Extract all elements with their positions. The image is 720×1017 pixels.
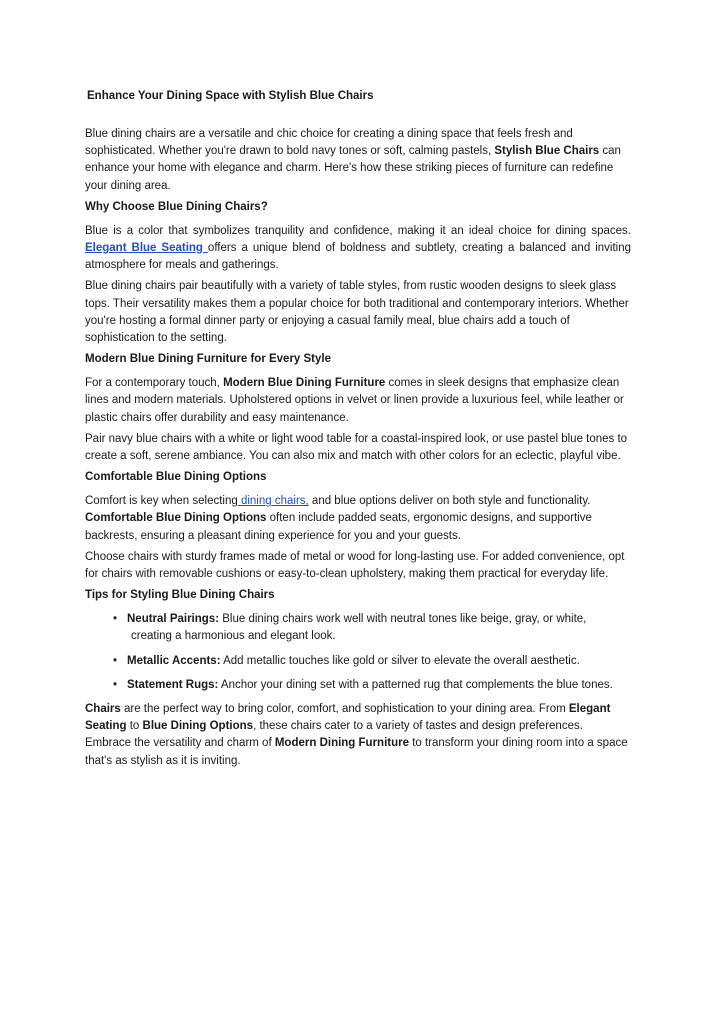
- document-title: Enhance Your Dining Space with Stylish Blue Chairs: [87, 90, 374, 102]
- bullet-icon: •: [113, 654, 118, 667]
- comfort-paragraph-1: Comfort is key when selecting dining chairs, and blue options deliver on both style and functionality. Comfortable Blue Dining Options often include padded seats, ergonomic designs, and supportive backrests, ensuring a pleasant dining experience for you and your guests.: [85, 495, 592, 542]
- comfort-heading: Comfortable Blue Dining Options: [85, 471, 267, 484]
- intro-paragraph: Blue dining chairs are a versatile and chic choice for creating a dining space that feels fresh and sophisticated. Whether you're drawn to bold navy tones or soft, calming pastels, Stylish Blue Chairs can enhance your home with elegance and charm. Here's how these striking pieces of furniture can redefine your dining area.: [85, 128, 621, 192]
- tips-list: [85, 611, 631, 694]
- why-paragraph-2: Blue dining chairs pair beautifully with a variety of table styles, from rustic wooden designs to sleek glass tops. Their versatility makes them a popular choice for both traditional and contemporary interiors. Whether you're hosting a formal dinner party or enjoying a casual family meal, blue chairs add a touch of sophistication to the setting.: [85, 280, 629, 345]
- list-item: • Neutral Pairings: Blue dining chairs work well with neutral tones like beige, gray, or white, creating a harmonious and elegant look.: [113, 613, 587, 643]
- dining-chairs-link[interactable]: dining chairs,: [237, 495, 309, 508]
- modern-paragraph-2: Pair navy blue chairs with a white or light wood table for a coastal-inspired look, or use pastel blue tones to create a soft, serene ambiance. You can also mix and match with other colors for an eclectic, playful vibe.: [85, 432, 628, 463]
- list-item: • Statement Rugs: Anchor your dining set with a patterned rug that complements the blue tones.: [113, 677, 631, 694]
- comfort-paragraph-2: Choose chairs with sturdy frames made of metal or wood for long-lasting use. For added convenience, opt for chairs with removable cushions or easy-to-clean upholstery, making them practical for everyday life.: [85, 550, 625, 581]
- bullet-icon: •: [113, 678, 118, 691]
- bullet-icon: •: [113, 613, 118, 626]
- why-paragraph-1: Blue is a color that symbolizes tranquility and confidence, making it an ideal choice for dining spaces. Elegant Blue Seating offers a unique blend of boldness and subtlety, creating a balanced and inviting atmosphere for meals and gatherings.: [85, 224, 631, 272]
- tips-heading: Tips for Styling Blue Dining Chairs: [85, 589, 275, 602]
- document-page: [85, 88, 631, 774]
- closing-paragraph: Chairs are the perfect way to bring color, comfort, and sophistication to your dining area. From Elegant Seating to Blue Dining Options, these chairs cater to a variety of tastes and design preferences. Embrace the versatility and charm of Modern Dining Furniture to transform your dining room into a space that's as stylish as it is inviting.: [85, 703, 628, 767]
- modern-paragraph-1: For a contemporary touch, Modern Blue Dining Furniture comes in sleek designs that emphasize clean lines and modern materials. Upholstered options in velvet or linen provide a luxurious feel, while leather or plastic chairs offer durability and easy maintenance.: [85, 377, 624, 424]
- modern-heading: Modern Blue Dining Furniture for Every Style: [85, 353, 332, 366]
- why-heading: Why Choose Blue Dining Chairs?: [85, 200, 268, 213]
- list-item: • Metallic Accents: Add metallic touches like gold or silver to elevate the overall aesthetic.: [113, 653, 631, 670]
- elegant-blue-seating-link[interactable]: Elegant Blue Seating: [85, 242, 208, 255]
